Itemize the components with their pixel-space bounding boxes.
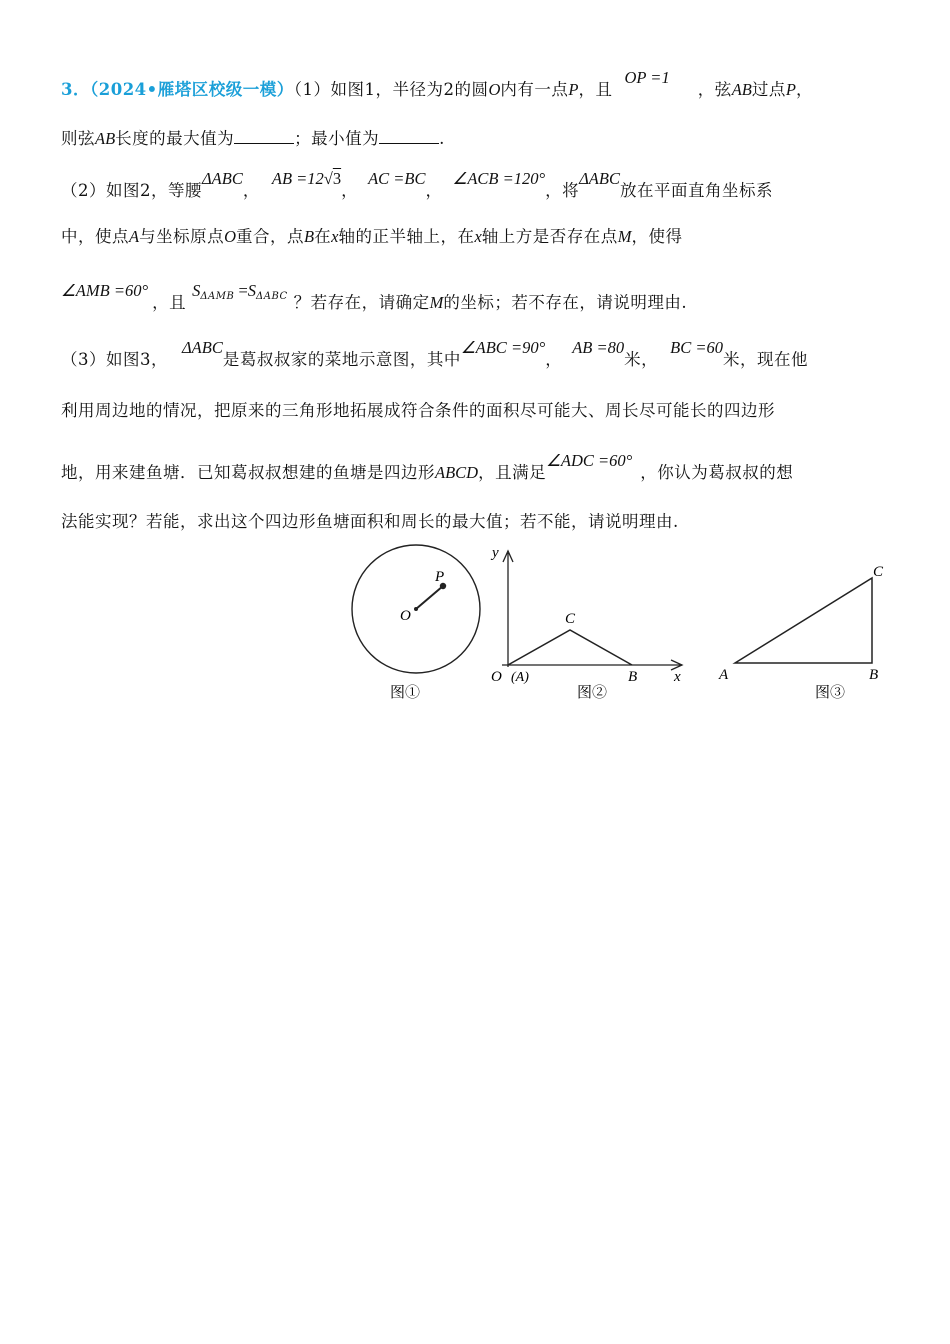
text: ，将: [545, 181, 580, 200]
text: 长度的最大值为: [115, 129, 235, 148]
var-M: M: [429, 293, 444, 312]
text: ，: [242, 181, 260, 200]
text: 内有一点: [500, 80, 569, 99]
text: ，: [545, 350, 563, 369]
text: ，弦: [697, 80, 732, 99]
eq-ab: AB =80: [572, 338, 625, 357]
label-o: O: [491, 669, 502, 685]
text: 重合，点: [236, 227, 305, 246]
text: ，且满足: [478, 463, 547, 482]
text: ，使得: [631, 227, 683, 246]
text: 中，使点: [61, 227, 129, 246]
var-AB: AB: [731, 80, 752, 99]
eq-angle-adc: ∠ADC =60°: [546, 451, 633, 470]
label-b: B: [628, 669, 638, 685]
text: 则弦: [61, 129, 95, 148]
text: ；最小值为: [294, 129, 380, 148]
text: ，: [425, 181, 443, 200]
triangle-abc: ΔABC: [182, 338, 223, 357]
var-x: x: [474, 227, 482, 246]
text: 轴的正半轴上，在: [338, 227, 475, 246]
eq-angle-amb: ∠AMB =60°: [61, 281, 149, 300]
var-AB: AB: [95, 129, 116, 148]
text: 地，用来建鱼塘．已知葛叔叔想建的鱼塘是四边形: [61, 463, 435, 482]
label-o: O: [400, 608, 411, 624]
var-P: P: [568, 80, 579, 99]
triangle-abc: ΔABC: [579, 169, 620, 188]
label-x: x: [674, 669, 681, 685]
sub-amb: ΔAMB: [200, 291, 235, 302]
figure-1: [352, 545, 480, 701]
caption-fig1: 图①: [390, 685, 421, 701]
triangle-abc: ΔABC: [202, 169, 243, 188]
label-y: y: [492, 545, 499, 561]
var-S: S: [247, 281, 257, 300]
sqrt-sign: √: [323, 169, 333, 188]
text: 的坐标；若不存在，请说明理由.: [443, 293, 688, 312]
text: 与坐标原点: [139, 227, 225, 246]
var-O: O: [224, 227, 237, 246]
text: （3）如图3，: [61, 350, 168, 369]
figure-2: [490, 545, 682, 701]
caption-fig3: 图③: [815, 685, 846, 701]
label-b: B: [869, 667, 879, 683]
eq-angle-abc: ∠ABC =90°: [460, 338, 546, 357]
var-ABCD: ABCD: [435, 463, 479, 482]
text: （2）如图2，等腰: [61, 181, 202, 200]
text: 是葛叔叔家的菜地示意图，其中: [222, 350, 461, 369]
text: （1）如图1，半径为2的圆: [293, 80, 489, 99]
eq-bc: BC =60: [670, 338, 723, 357]
text: ，: [795, 80, 813, 99]
text: ？若存在，请确定: [293, 293, 430, 312]
eq-ac-bc: AC =BC: [368, 169, 426, 188]
text: ，且: [152, 293, 187, 312]
var-S: S: [192, 281, 201, 300]
label-a: (A): [511, 670, 529, 685]
text: 法能实现？若能，求出这个四边形鱼塘面积和周长的最大值；若不能，请说明理由.: [61, 512, 679, 531]
problem-source: （2024•雁塔区校级一模）: [89, 80, 294, 99]
label-c: C: [565, 611, 576, 627]
equals: =: [234, 281, 248, 300]
eq-ab: AB =12: [271, 169, 324, 188]
text: ，: [341, 181, 359, 200]
text: 在: [314, 227, 332, 246]
var-A: A: [129, 227, 140, 246]
var-O: O: [488, 80, 501, 99]
text: 利用周边地的情况，把原来的三角形地拓展成符合条件的面积尽可能大、周长尽可能长的四边形: [61, 401, 775, 420]
point-o: [414, 607, 418, 611]
text: 米，现在他: [722, 350, 808, 369]
text: 米，: [624, 350, 659, 369]
text: 放在平面直角坐标系: [619, 181, 773, 200]
var-B: B: [304, 227, 315, 246]
caption-fig2: 图②: [577, 685, 608, 701]
text: ，你认为葛叔叔的想: [640, 463, 794, 482]
problem-number: 3．: [61, 80, 90, 99]
triangle-abc: [735, 578, 872, 663]
label-c: C: [873, 564, 884, 580]
text: ，且: [578, 80, 613, 99]
var-P: P: [785, 80, 796, 99]
sub-abc: ΔABC: [256, 291, 288, 302]
label-a: A: [719, 667, 729, 683]
text: .: [439, 129, 445, 148]
segment-op: [416, 586, 443, 609]
text: 轴上方是否存在点: [481, 227, 618, 246]
eq-angle-acb: ∠ACB =120°: [452, 169, 546, 188]
sqrt-value: 3: [332, 169, 342, 188]
figure-3: [718, 564, 884, 701]
text: 过点: [751, 80, 786, 99]
var-x: x: [331, 227, 339, 246]
label-p: P: [435, 569, 445, 585]
triangle-sides: [508, 630, 632, 665]
eq-op: OP =1: [624, 68, 670, 87]
var-M: M: [617, 227, 632, 246]
